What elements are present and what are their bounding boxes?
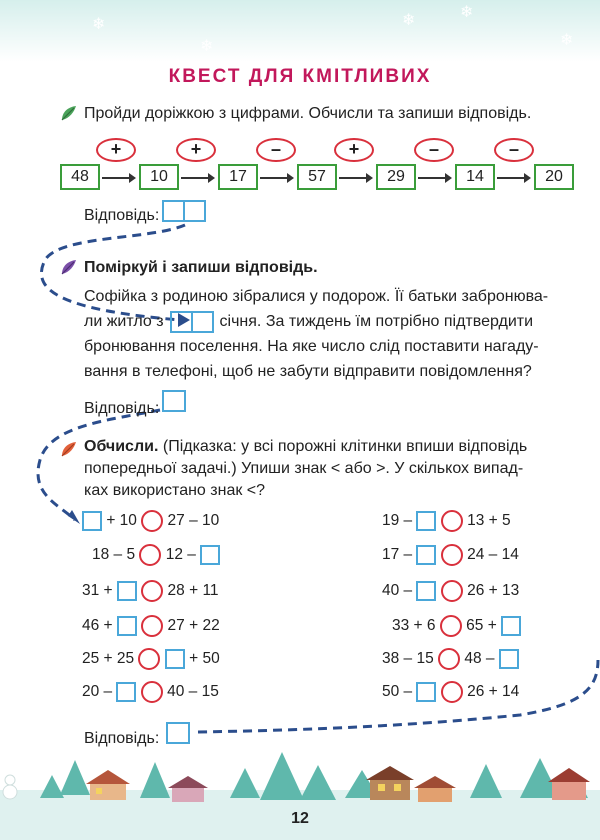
empty-square[interactable]	[501, 616, 521, 636]
empty-square[interactable]	[117, 581, 137, 601]
inequality-row	[382, 648, 519, 670]
empty-square[interactable]	[416, 581, 436, 601]
number-box: 17	[218, 164, 258, 190]
operator-oval: +	[334, 138, 374, 162]
compare-circle[interactable]	[141, 681, 163, 703]
task3-hint: попередньої задачі.) Упиши знак < або >. У скількох випад-	[84, 460, 524, 477]
date-answer-box[interactable]	[170, 311, 214, 333]
operator-oval: +	[96, 138, 136, 162]
expression-right: 13 + 5	[467, 512, 511, 529]
operator-oval: –	[256, 138, 296, 162]
number-box: 14	[455, 164, 495, 190]
inequality-row	[82, 681, 219, 703]
compare-circle[interactable]	[141, 615, 163, 637]
arrow-right-icon	[418, 177, 450, 179]
page-number: 12	[291, 810, 309, 827]
snowflake-icon: ❄	[200, 36, 214, 55]
compare-circle[interactable]	[441, 580, 463, 602]
task2-instruction: Поміркуй і запиши відповідь.	[84, 259, 318, 276]
expression-left: 17 –	[382, 546, 413, 563]
answer-label: Відповідь:	[84, 207, 160, 224]
expression-left: 46 +	[82, 617, 113, 634]
compare-circle[interactable]	[441, 544, 463, 566]
inequality-row	[382, 510, 511, 532]
number-box: 57	[297, 164, 337, 190]
inequality-row	[82, 648, 220, 670]
expression-right: 24 – 14	[467, 546, 519, 563]
empty-square[interactable]	[416, 682, 436, 702]
expression-right: 27 – 10	[167, 512, 220, 529]
arrow-right-icon	[339, 177, 371, 179]
number-box: 48	[60, 164, 100, 190]
compare-circle[interactable]	[440, 615, 462, 637]
expression-right: 26 + 13	[467, 582, 520, 599]
house-icon	[366, 766, 414, 800]
task2-line: Софійка з родиною зібралися у подорож. Її батьки забронюва-	[84, 288, 549, 305]
house-icon	[86, 770, 130, 800]
expression-right: 26 + 14	[467, 683, 520, 700]
empty-square[interactable]	[200, 545, 220, 565]
answer-box[interactable]	[166, 722, 190, 744]
snowflake-icon: ❄	[460, 2, 474, 21]
expression-right: 40 – 15	[167, 683, 219, 700]
empty-square[interactable]	[117, 616, 137, 636]
empty-square[interactable]	[416, 545, 436, 565]
inequality-row	[82, 580, 219, 602]
task1-instruction: Пройди доріжкою з цифрами. Обчисли та запиши відповідь.	[84, 105, 532, 122]
task2-line: вання в телефоні, щоб не забути відправити повідомлення?	[84, 363, 532, 380]
operator-oval: –	[414, 138, 454, 162]
task2-line: бронювання поселення. На яке число слід поставити нагаду-	[84, 338, 539, 355]
answer-label: Відповідь:	[84, 400, 160, 417]
empty-square[interactable]	[416, 511, 436, 531]
page-title: КВЕСТ ДЛЯ КМІТЛИВИХ	[168, 66, 432, 87]
inequality-row	[382, 681, 519, 703]
inequality-row	[392, 615, 521, 637]
empty-square[interactable]	[499, 649, 519, 669]
operator-oval: –	[494, 138, 534, 162]
expression-left: 18 – 5	[92, 546, 136, 563]
task3-question: ках використано знак <?	[84, 482, 266, 499]
empty-square[interactable]	[82, 511, 102, 531]
snowflake-icon: ❄	[92, 14, 106, 33]
arrow-right-icon	[497, 177, 529, 179]
compare-circle[interactable]	[139, 544, 161, 566]
expression-left: 25 + 25	[82, 650, 135, 667]
inequality-row	[92, 544, 220, 566]
operator-oval: +	[176, 138, 216, 162]
house-icon	[414, 776, 456, 802]
answer-label: Відповідь:	[84, 730, 160, 747]
expression-right: 28 + 11	[167, 582, 219, 599]
expression-left: + 10	[106, 512, 137, 529]
expression-right: + 50	[189, 650, 220, 667]
task3-hint: (Підказка: у всі порожні клітинки впиши відповідь	[162, 438, 528, 455]
number-box: 29	[376, 164, 416, 190]
empty-square[interactable]	[165, 649, 185, 669]
arrow-right-icon	[102, 177, 134, 179]
leaf-icon	[60, 104, 78, 122]
arrow-right-icon	[181, 177, 213, 179]
task2-text	[84, 284, 574, 384]
expression-left: 38 – 15	[382, 650, 434, 667]
expression-right: 48 –	[464, 650, 495, 667]
number-box: 10	[139, 164, 179, 190]
arrow-right-icon	[260, 177, 292, 179]
snowflake-icon: ❄	[560, 30, 574, 49]
empty-square[interactable]	[116, 682, 136, 702]
compare-circle[interactable]	[141, 510, 163, 532]
expression-left: 19 –	[382, 512, 413, 529]
inequality-row	[382, 580, 519, 602]
expression-left: 33 + 6	[392, 617, 436, 634]
number-box: 20	[534, 164, 574, 190]
task2-line-part: ли житло з	[84, 313, 164, 330]
compare-circle[interactable]	[438, 648, 460, 670]
house-icon	[168, 776, 208, 802]
compare-circle[interactable]	[441, 510, 463, 532]
house-icon	[548, 768, 590, 800]
compare-circle[interactable]	[141, 580, 163, 602]
leaf-icon	[60, 258, 78, 276]
leaf-icon	[60, 440, 78, 458]
task2-line-part: січня. За тиждень їм потрібно підтвердити	[219, 313, 534, 330]
answer-box-two-digit[interactable]	[162, 200, 206, 222]
inequality-row	[382, 544, 519, 566]
expression-left: 31 +	[82, 582, 113, 599]
answer-box[interactable]	[162, 390, 186, 412]
expression-right: 65 +	[466, 617, 497, 634]
task3-title: Обчисли.	[84, 438, 159, 455]
task3-instruction	[84, 436, 574, 502]
expression-left: 40 –	[382, 582, 413, 599]
inequality-row	[82, 615, 220, 637]
snowman-icon	[3, 775, 17, 799]
compare-circle[interactable]	[138, 648, 160, 670]
expression-left: 20 –	[82, 683, 113, 700]
snowflake-icon: ❄	[402, 10, 416, 29]
task2-line	[84, 309, 574, 334]
expression-right: 12 –	[165, 546, 196, 563]
expression-left: 50 –	[382, 683, 413, 700]
compare-circle[interactable]	[441, 681, 463, 703]
inequality-row	[82, 510, 219, 532]
expression-right: 27 + 22	[167, 617, 220, 634]
